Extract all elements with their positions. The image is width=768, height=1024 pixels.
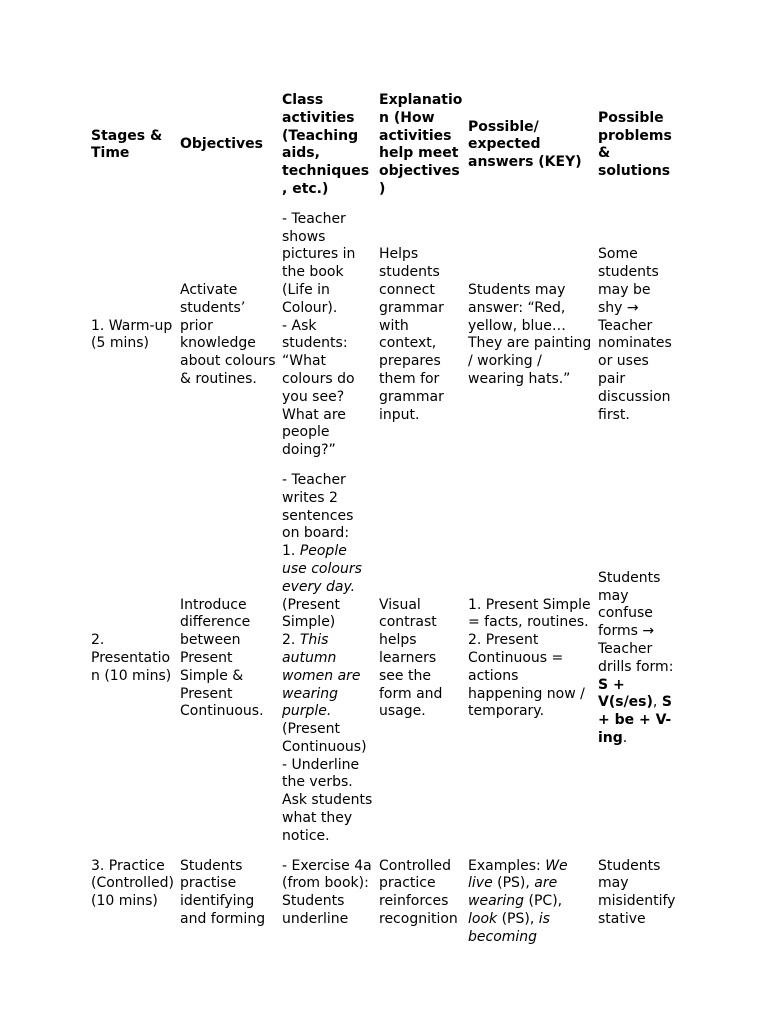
- activities-cell: [280, 472, 377, 858]
- problems-cell: Students may misidentify stative: [598, 857, 676, 928]
- header-problems-solutions: Possible problems & solutions: [598, 109, 672, 180]
- problem-text: Students may confuse forms → Teacher drills form:: [598, 569, 674, 675]
- explanation-cell: Helps students connect grammar with context, prepares them for grammar input.: [379, 246, 444, 423]
- header-objectives: Objectives: [180, 136, 263, 153]
- problems-cell: Some students may be shy → Teacher nominates or uses pair discussion first.: [598, 246, 672, 423]
- example-sentence: People use colours every day.: [282, 543, 362, 595]
- answer-example: We live: [468, 857, 568, 892]
- answer-tag: (PS),: [497, 911, 539, 928]
- activity-line: - Ask students: “What colours do you see? What are people doing?”: [282, 317, 355, 459]
- activity-sentence-2: [282, 632, 374, 757]
- stage-cell: 1. Warm-up (5 mins): [91, 317, 173, 352]
- answer-example: are wearing: [468, 875, 558, 910]
- header-expected-answers: Possible/ expected answers (KEY): [468, 118, 582, 171]
- table-row-presentation: [89, 472, 679, 858]
- answers-cell: Students may answer: “Red, yellow, blue… They are painting / working / wearing hats.”: [468, 281, 592, 387]
- objectives-cell: Activate students’ prior knowledge about colours & routines.: [180, 281, 276, 387]
- activity-sentence-1: [282, 543, 374, 632]
- table-header-row: [89, 92, 679, 211]
- answer-example: is becoming: [468, 911, 550, 945]
- table-row-warm-up: [89, 211, 679, 472]
- objectives-cell: Students practise identifying and forming: [180, 857, 266, 928]
- activities-cell: [280, 211, 377, 472]
- activity-line: - Teacher shows pictures in the book (Life in Colour).: [282, 210, 356, 316]
- sentence-number: 1.: [282, 543, 300, 560]
- form-present-simple: S + V(s/es): [598, 676, 653, 711]
- stage-cell: 3. Practice (Controlled) (10 mins): [91, 857, 174, 910]
- answer-tag: (PS),: [492, 875, 535, 892]
- sentence-number: 2.: [282, 632, 300, 649]
- form-separator: ,: [652, 694, 662, 711]
- header-explanation: Explanation (How activities help meet objectives): [379, 92, 463, 197]
- form-end: .: [622, 729, 628, 746]
- lesson-plan-table: [89, 92, 679, 959]
- header-class-activities: Class activities (Teaching aids, techniques, etc.): [282, 92, 370, 197]
- explanation-cell: Controlled practice reinforces recognition: [379, 857, 458, 928]
- answers-cell: [466, 858, 596, 959]
- example-sentence: This autumn women are wearing purple.: [282, 632, 361, 720]
- activity-line: - Teacher writes 2 sentences on board:: [282, 471, 354, 542]
- header-stages-time: Stages & Time: [91, 127, 163, 162]
- answers-cell: [466, 472, 596, 858]
- objectives-cell: Introduce difference between Present Simple & Present Continuous.: [180, 596, 264, 720]
- stage-cell: 2. Presentation (10 mins): [91, 632, 172, 684]
- problems-cell: [596, 472, 679, 858]
- activity-line: - Underline the verbs. Ask students what they notice.: [282, 756, 373, 844]
- tense-note: (Present Simple): [282, 596, 340, 631]
- table-row-practice: [89, 858, 679, 959]
- form-present-continuous: S + be + V-ing: [598, 694, 672, 746]
- answer-example: look: [468, 911, 498, 928]
- activities-cell: - Exercise 4a (from book): Students underline: [282, 857, 372, 928]
- explanation-cell: Visual contrast helps learners see the form and usage.: [379, 596, 443, 720]
- answer-prefix: Examples:: [468, 857, 546, 874]
- answer-tag: (PC),: [524, 893, 563, 910]
- answer-line: 2. Present Continuous = actions happening now / temporary.: [468, 632, 585, 720]
- tense-note: (Present Continuous): [282, 721, 367, 755]
- answer-line: 1. Present Simple = facts, routines.: [468, 596, 591, 631]
